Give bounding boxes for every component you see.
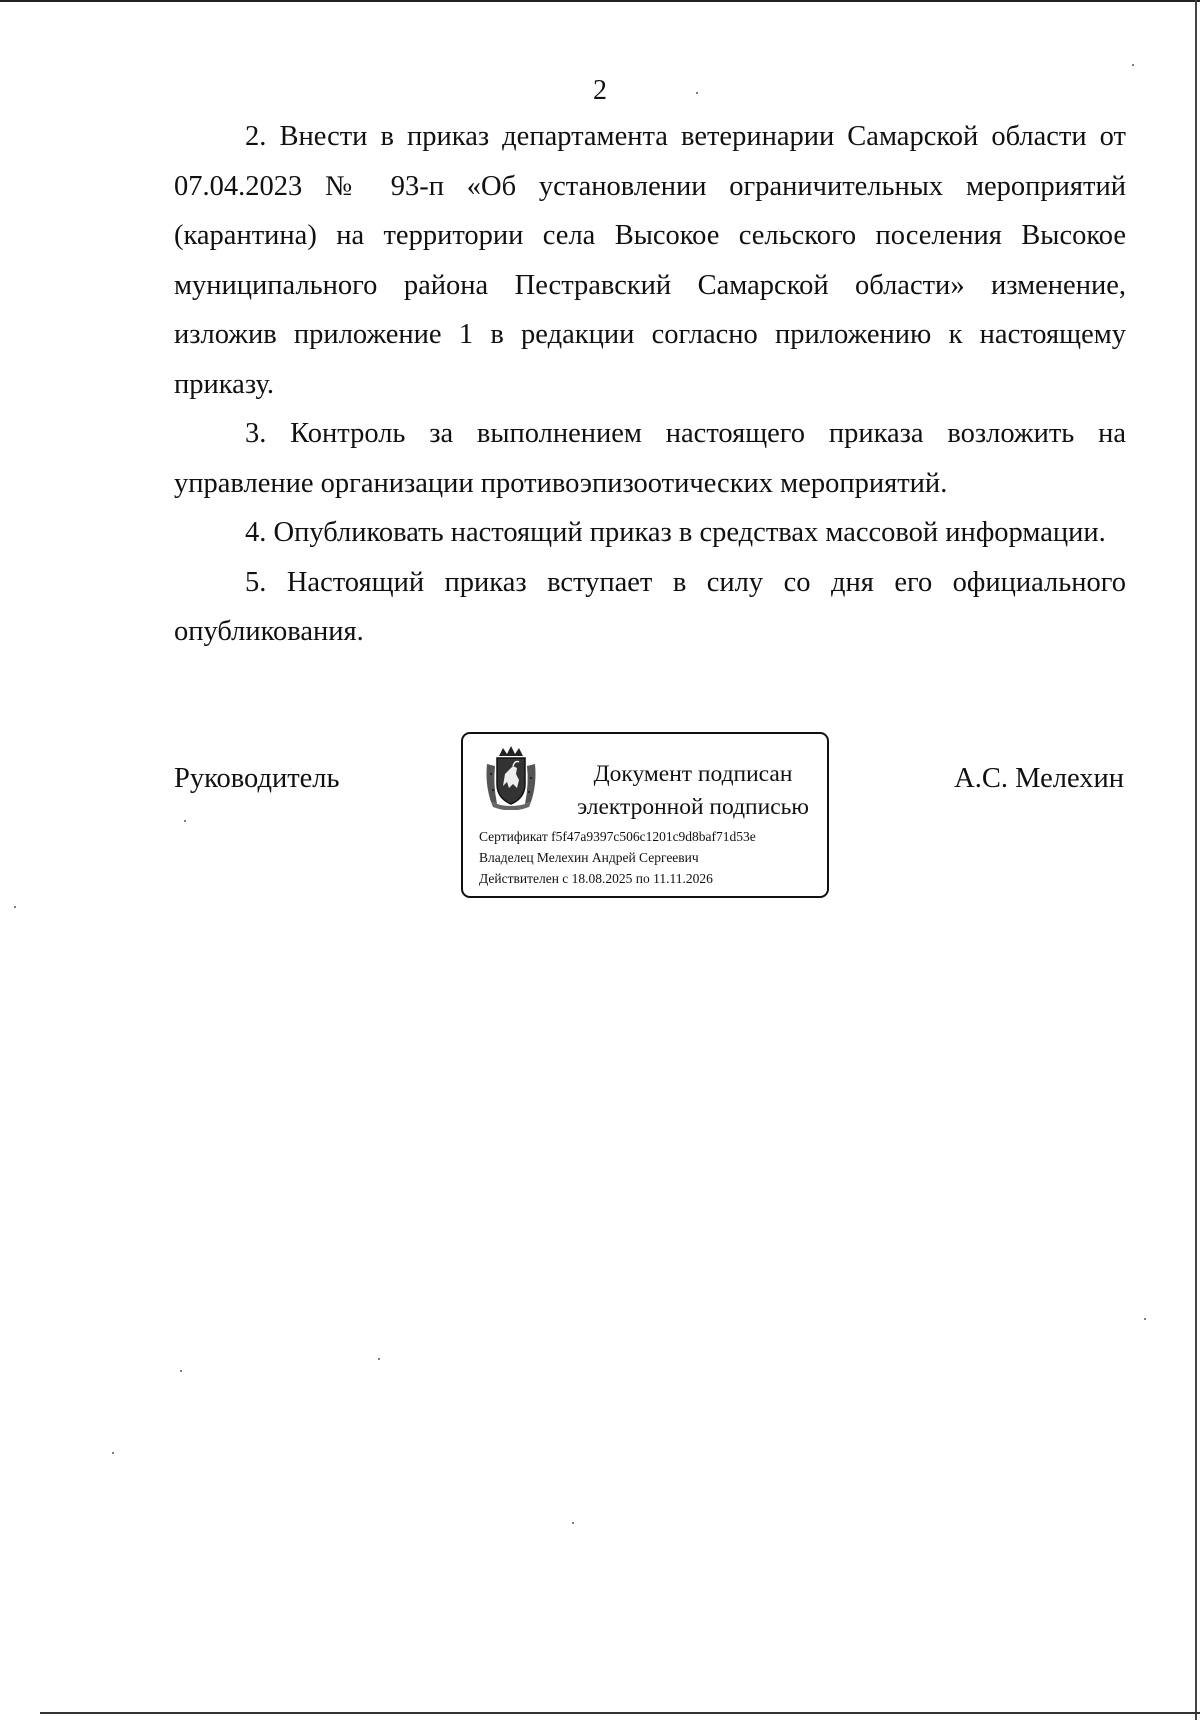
- stamp-owner: Владелец Мелехин Андрей Сергеевич: [479, 850, 699, 865]
- document-body: [174, 112, 1126, 657]
- paragraph-2: 2. Внести в приказ департамента ветеринарии Самарской области от 07.04.2023 № 93-п «Об установлении ограничительных мероприятий (карантина) на территории села Высокое сельского поселения Высокое муниципального района Пестравский Самарской области» изменение, изложив приложение 1 в редакции согласно приложению к настоящему приказу.: [174, 121, 1126, 400]
- scan-speck: [572, 1522, 574, 1524]
- signer-name: А.С. Мелехин: [954, 763, 1124, 794]
- scan-speck: [1132, 64, 1134, 66]
- scan-edge-top: [0, 0, 1200, 2]
- scan-speck: [180, 1370, 182, 1372]
- scan-speck: [112, 1452, 114, 1454]
- electronic-signature-stamp: [461, 732, 829, 898]
- scan-speck: [378, 1358, 380, 1360]
- samara-coat-of-arms-icon: [483, 744, 539, 810]
- scan-speck: [14, 906, 16, 908]
- stamp-validity: Действителен с 18.08.2025 по 11.11.2026: [479, 871, 713, 886]
- scan-edge-right: [1195, 0, 1197, 1720]
- signer-title: Руководитель: [174, 763, 340, 794]
- stamp-heading: [563, 758, 823, 824]
- stamp-heading-line-2: электронной подписью: [577, 794, 809, 820]
- scan-speck: [184, 820, 186, 822]
- stamp-details: [479, 826, 756, 889]
- paragraph-3: 3. Контроль за выполнением настоящего приказа возложить на управление организации противоэпизоотических мероприятий.: [174, 418, 1126, 499]
- paragraph-4: 4. Опубликовать настоящий приказ в средствах массовой информации.: [245, 517, 1106, 548]
- stamp-heading-line-1: Документ подписан: [593, 761, 793, 787]
- stamp-certificate: Сертификат f5f47a9397c506c1201c9d8baf71d53e: [479, 829, 756, 844]
- paragraph-5: 5. Настоящий приказ вступает в силу со дня его официального опубликования.: [174, 566, 1126, 647]
- scan-speck: [696, 92, 698, 94]
- page-number: 2: [593, 75, 607, 106]
- scan-edge-bottom: [40, 1712, 1200, 1714]
- scan-speck: [1144, 1318, 1146, 1320]
